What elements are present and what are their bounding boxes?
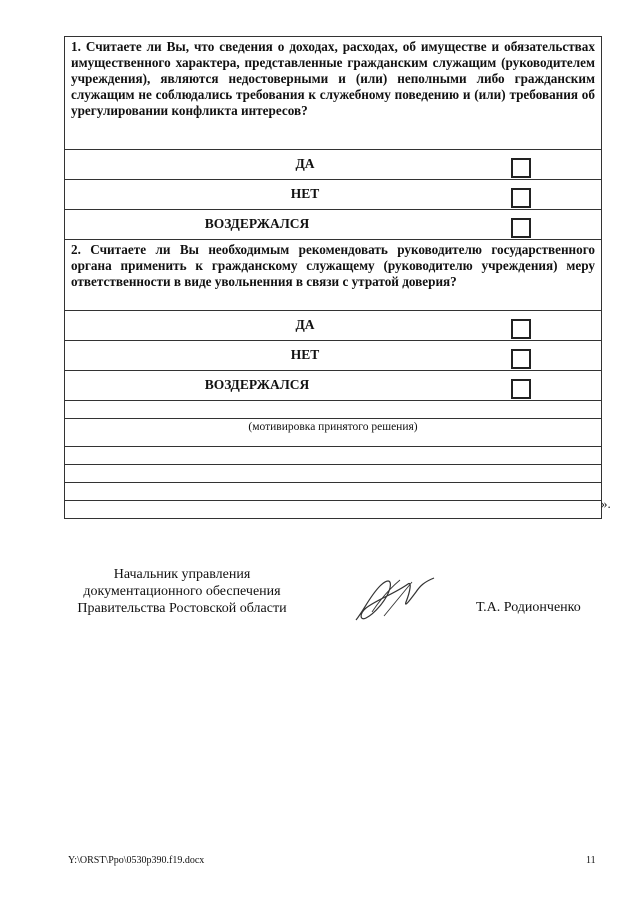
q1-option-yes-label: ДА [295, 156, 315, 171]
q1-yes-checkbox[interactable] [511, 158, 531, 178]
q2-abstain-checkbox[interactable] [511, 379, 531, 399]
closing-quote: ». [601, 496, 611, 511]
q1-abstain-checkbox[interactable] [511, 218, 531, 238]
signatory-name: Т.А. Родионченко [476, 600, 581, 615]
handwritten-signature [350, 570, 440, 626]
motivation-line[interactable] [65, 401, 601, 419]
motivation-line[interactable] [65, 465, 601, 483]
question-1-text: 1. Считаете ли Вы, что сведения о доходах, расходах, об имуществе и обязательствах имущественного характера, представленные гражданским служащим (руководителем учреждения), являются недостоверными и (или) неполными либо гражданским служащим не соблюдались требования к служебному поведению и (или) требования об урегулировании конфликта интересов? [71, 39, 595, 118]
footer-page-number: 11 [586, 855, 596, 866]
motivation-line[interactable] [65, 447, 601, 465]
q2-option-yes-label: ДА [295, 317, 315, 332]
motivation-caption: (мотивировка принятого решения) [248, 421, 418, 433]
signatory-position [64, 566, 300, 617]
q2-option-no-row [65, 341, 601, 371]
motivation-line[interactable] [65, 483, 601, 501]
ballot-table [64, 36, 602, 519]
q1-option-no-row [65, 180, 601, 210]
q1-option-no-label: НЕТ [290, 186, 320, 201]
signatory-position-line: Начальник управления [113, 567, 251, 582]
question-2-row [65, 240, 601, 311]
q2-option-abstain-row [65, 371, 601, 401]
q1-option-abstain-row [65, 210, 601, 240]
signatory-position-line: Правительства Ростовской области [77, 601, 287, 616]
q1-no-checkbox[interactable] [511, 188, 531, 208]
question-1-row [65, 37, 601, 150]
q2-yes-checkbox[interactable] [511, 319, 531, 339]
q2-option-abstain-label: ВОЗДЕРЖАЛСЯ [204, 377, 310, 392]
q2-option-yes-row [65, 311, 601, 341]
question-2-text: 2. Считаете ли Вы необходимым рекомендовать руководителю государственного органа применить к гражданскому служащему (руководителю учреждения) меру ответственности в виде увольненния в связи с утратой доверия? [71, 242, 595, 289]
q2-no-checkbox[interactable] [511, 349, 531, 369]
q2-option-no-label: НЕТ [290, 347, 320, 362]
q1-option-abstain-label: ВОЗДЕРЖАЛСЯ [204, 216, 310, 231]
motivation-caption-row [65, 419, 601, 447]
q1-option-yes-row [65, 150, 601, 180]
footer-file-path: Y:\ORST\Ppo\0530p390.f19.docx [68, 855, 205, 866]
signatory-position-line: документационного обеспечения [83, 584, 281, 599]
motivation-line[interactable] [65, 501, 601, 519]
